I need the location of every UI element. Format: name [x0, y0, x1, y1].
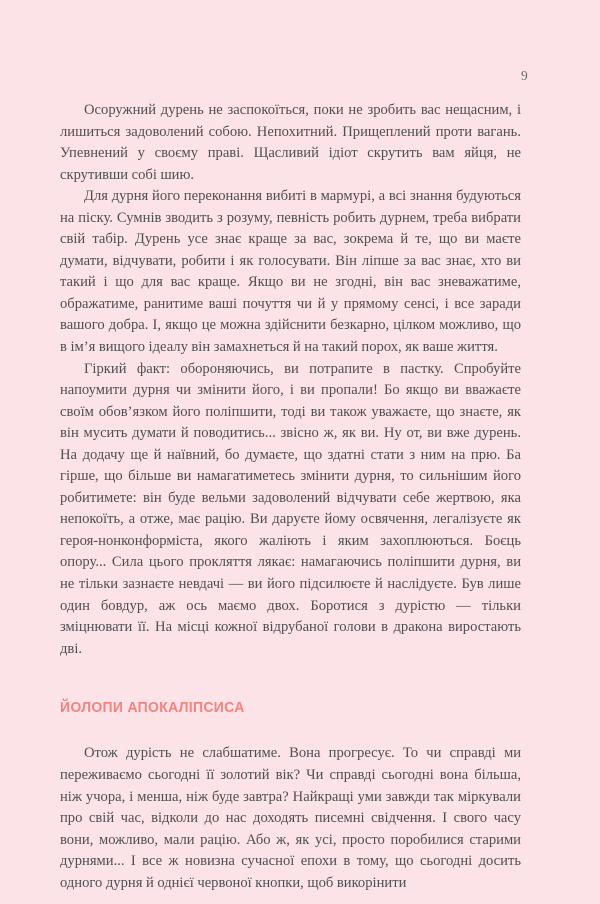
paragraph: Для дурня його переконання вибиті в мармурі, а всі знання будуються на піску. Сумнів зводить з розуму, певність робить дурнем, треба вибрати свій табір. Дурень усе знає краще за вас, зокрема й те, що ви маєте думати, відчувати, робити і як голосувати. Він ліпше за вас знає, хто ви такий і що для вас краще. Якщо ви не згодні, він вас зневажатиме, ображатиме, ранитиме ваші почуття чи й у прямому сенсі, і все заради вашого добра. І, якщо це можна здійснити безкарно, цілком можливо, що в ім’я вищого ідеалу він замахнеться й на такий порох, як ваше життя. — [60, 188, 521, 356]
paragraph: Осоружний дурень не заспокоїться, поки не зробить вас нещасним, і лишиться задоволений собою. Непохитний. Прищеплений проти вагань. Упевнений у своєму праві. Щасливий ідіот скрутить вам яйця, не скрутивши собі шию. — [60, 102, 521, 183]
text-block — [60, 100, 521, 894]
paragraph: Отож дурість не слабшатиме. Вона прогресує. То чи справді ми переживаємо сьогодні її золотий вік? Чи справді сьогодні вона більша, ніж учора, і менша, ніж буде завтра? Найкращі уми завжди так міркували про свій час, відколи до нас доходять писемні свідчення. І свого часу вони, можливо, мали рацію. Або ж, як усі, просто поробилися старими дурнями... І все ж новизна сучасної епохи в тому, що сьогодні досить одного дурня й однієї червоної кнопки, щоб викорінити — [60, 745, 521, 891]
paragraph: Гіркий факт: обороняючись, ви потрапите в пастку. Спробуйте напоумити дурня чи змінити його, і ви пропали! Бо якщо ви вважаєте своїм обов’язком його поліпшити, тоді ви також уважаєте, що знаєте, як він мусить думати й поводитись... звісно ж, як ви. Ну от, ви вже дурень. На додачу ще й наївний, бо думаєте, що здатні стати з ним на прю. Ба гірше, що більше ви намагатиметесь змінити дурня, то сильнішим його робитимете: він буде вельми задоволений відчувати себе жертвою, яка непокоїть, а отже, має рацію. Ви даруєте йому освячення, легалізуєте як героя-нонконформіста, якого жаліють і яким захоплюються. Боєць опору... Сила цього прокляття лякає: намагаючись поліпшити дурня, ви не тільки зазнаєте невдачі — ви його підсилюєте й наслідуєте. Був лише один бовдур, аж ось маємо двох. Боротися з дурістю — тільки зміцнювати її. На місці кожної відрубаної голови в дракона виростають дві. — [60, 360, 521, 657]
section-heading-wrap — [60, 700, 521, 715]
section-heading: ЙОЛОПИ АПОКАЛІПСИСА — [60, 699, 245, 717]
page-number: 9 — [521, 68, 528, 83]
